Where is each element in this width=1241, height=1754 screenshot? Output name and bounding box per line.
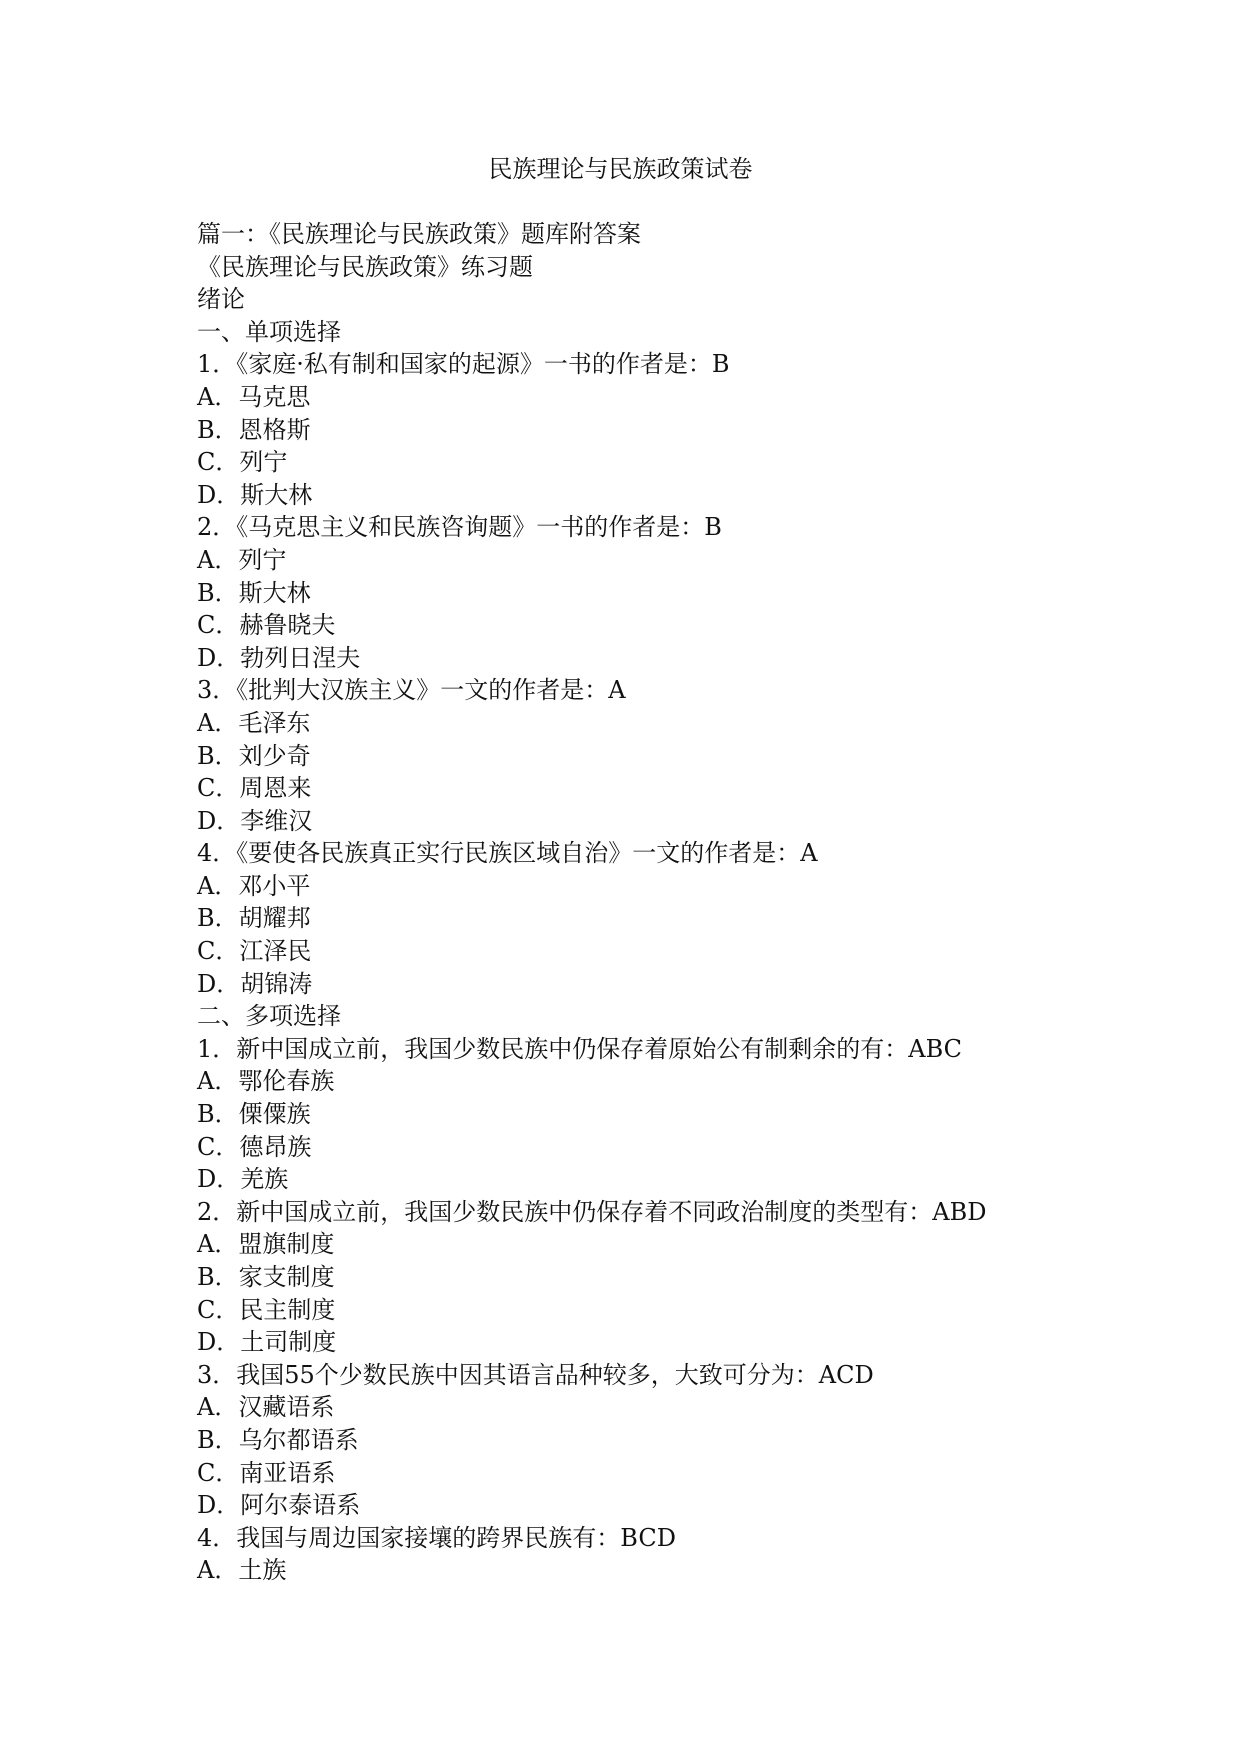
- section-heading: 篇一：《民族理论与民族政策》题库附答案: [197, 220, 641, 248]
- option: B．乌尔都语系: [197, 1425, 359, 1454]
- option: B．斯大林: [197, 578, 311, 607]
- document-body: [197, 218, 1097, 1587]
- option: C．德昂族: [197, 1132, 312, 1161]
- part-heading: 一、单项选择: [197, 317, 341, 346]
- subtitle: 《民族理论与民族政策》练习题: [197, 252, 533, 281]
- option: C．江泽民: [197, 937, 312, 966]
- question: 1．《家庭·私有制和国家的起源》一书的作者是：B: [197, 350, 730, 379]
- option: B．傈僳族: [197, 1100, 311, 1129]
- option: A．盟旗制度: [197, 1230, 335, 1259]
- option: D．李维汉: [197, 806, 313, 835]
- question: 4．我国与周边国家接壤的跨界民族有：BCD: [197, 1523, 676, 1552]
- question: 2．新中国成立前，我国少数民族中仍保存着不同政治制度的类型有：ABD: [197, 1197, 987, 1226]
- option: C．赫鲁晓夫: [197, 611, 336, 640]
- option: A．汉藏语系: [197, 1393, 335, 1422]
- option: A．邓小平: [197, 871, 311, 900]
- option: C．列宁: [197, 448, 288, 477]
- question: 1．新中国成立前，我国少数民族中仍保存着原始公有制剩余的有：ABC: [197, 1034, 963, 1063]
- option: B．刘少奇: [197, 741, 311, 770]
- option: D．斯大林: [197, 480, 313, 509]
- option: D．阿尔泰语系: [197, 1491, 361, 1520]
- option: B．家支制度: [197, 1263, 335, 1291]
- option: A．土族: [197, 1556, 287, 1585]
- document-title: 民族理论与民族政策试卷: [488, 155, 753, 183]
- option: C．南亚语系: [197, 1458, 336, 1487]
- question: 3．我国55个少数民族中因其语言品种较多，大致可分为：ACD: [197, 1360, 874, 1389]
- part-heading: 二、多项选择: [197, 1002, 341, 1031]
- option: C．周恩来: [197, 774, 312, 803]
- option: D．勃列日涅夫: [197, 643, 361, 672]
- option: A．马克思: [197, 382, 311, 411]
- question: 2．《马克思主义和民族咨询题》一书的作者是：B: [197, 513, 722, 542]
- option: D．羌族: [197, 1165, 289, 1194]
- option: B．恩格斯: [197, 415, 311, 444]
- option: D．土司制度: [197, 1328, 337, 1357]
- option: A．列宁: [197, 545, 287, 574]
- chapter-heading: 绪论: [197, 285, 245, 314]
- option: A．毛泽东: [197, 708, 311, 737]
- question: 3．《批判大汉族主义》一文的作者是：A: [197, 676, 626, 705]
- option: B．胡耀邦: [197, 904, 311, 933]
- question: 4．《要使各民族真正实行民族区域自治》一文的作者是：A: [197, 839, 818, 868]
- option: C．民主制度: [197, 1295, 336, 1324]
- option: A．鄂伦春族: [197, 1067, 335, 1096]
- option: D．胡锦涛: [197, 969, 313, 998]
